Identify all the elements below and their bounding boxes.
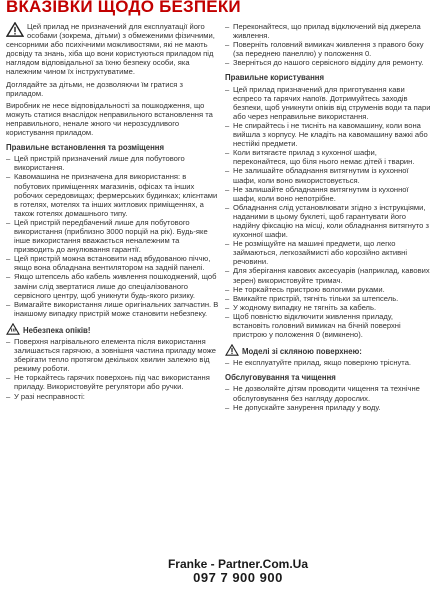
hot-item <box>6 373 220 391</box>
install-item-text: Цей пристрій передбачений лише для побутового використання (приблизно 3000 порцій на рік). Будь-яке інше використання вважається неналежним та призводить до анулювання гарантії. <box>14 217 208 255</box>
warning-icon <box>225 344 239 356</box>
page-title: ВКАЗІВКИ ЩОДО БЕЗПЕКИ <box>6 0 241 16</box>
install-heading: Правильне встановлення та розміщення <box>6 143 165 153</box>
install-item <box>6 218 220 254</box>
use-item-text: Не розміщуйте на машині предмети, що легко займаються, легкозаймисті або корозійно активні речовини. <box>233 239 408 267</box>
bullet-dash: – <box>225 302 230 312</box>
hot-item-text: У разі несправності: <box>14 391 85 401</box>
use-item <box>225 166 431 184</box>
left-column <box>6 22 220 401</box>
install-item <box>6 154 220 172</box>
use-item-text: Щоб повністю відключити живлення приладу, встановіть головний вимикач на бічній поверхні пристрою у положення 0 (вимкнено). <box>233 311 401 340</box>
bullet-dash: – <box>6 299 11 309</box>
use-item <box>225 148 431 166</box>
use-item <box>225 185 431 203</box>
bullet-dash: – <box>225 40 230 50</box>
service-list <box>225 384 431 411</box>
hot-item <box>6 337 220 373</box>
malfunction-list <box>225 22 431 67</box>
bullet-dash: – <box>225 311 230 321</box>
bullet-dash: – <box>225 22 230 31</box>
glass-list <box>225 358 431 367</box>
use-item-text: У жодному випадку не тягніть за кабель. <box>233 302 377 312</box>
service-item <box>225 403 431 412</box>
install-item <box>6 172 220 217</box>
service-item <box>225 384 431 402</box>
use-item-text: Не спирайтесь і не тисніть на кавомашину, коли вона вийшла з корпусу. Не кладіть на кавомашину важкі або нестійкі предмети. <box>233 120 428 149</box>
bullet-dash: – <box>225 266 230 276</box>
watermark-phone: 097 7 900 900 <box>193 570 283 585</box>
manufacturer-text: Виробник не несе відповідальності за пошкодження, що можуть статися внаслідок неправильного встановлення та неправильного, ненале жного чи нерозсудливого користування приладом. <box>6 100 213 138</box>
install-item-text: Кавомашина не призначена для використання: в побутових приміщеннях магазинів, офісах та інших робочих середовищах; фермерських будинках; клієнтами в готелях, мотелях та інших житлових приміщеннях, а також готелях домашнього типу. <box>14 172 218 218</box>
malfunction-item-text: Поверніть головний вимикач живлення з правого боку (за переднею панеллю) у положення 0. <box>233 40 424 59</box>
use-item-text: Для зберігання кавових аксесуарів (наприклад, кавових зерен) використовуйте тримач. <box>233 266 430 285</box>
use-item <box>225 239 431 266</box>
bullet-dash: – <box>225 358 230 368</box>
use-item-text: Вмикайте пристрій, тягніть тільки за штепсель. <box>233 293 399 303</box>
use-item <box>225 285 431 294</box>
glass-heading-row <box>225 344 431 356</box>
install-item <box>6 254 220 272</box>
use-item-text: Не залишайте обладнання витягнутим із кухонної шафи, коли воно непотрібне. <box>233 184 409 203</box>
use-item <box>225 85 431 121</box>
right-column <box>225 22 431 412</box>
bullet-dash: – <box>6 154 11 164</box>
hot-item-text: Поверхня нагрівального елемента після використання залишається гарячою, а зовнішня частина приладу може зберігати тепло протягом декількох хвилин залежно від режиму роботи. <box>14 337 217 374</box>
malfunction-item-text: Зверніться до нашого сервісного відділу для ремонту. <box>233 58 424 68</box>
hot-surface-warning-icon <box>6 323 20 335</box>
install-item <box>6 300 220 318</box>
bullet-dash: – <box>225 166 230 176</box>
glass-heading: Моделі зі скляною поверхнею: <box>242 347 362 357</box>
bullet-dash: – <box>225 284 230 294</box>
install-item-text: Цей пристрій призначений лише для побутового використання. <box>14 154 185 173</box>
intro-paragraph <box>6 22 220 77</box>
install-item-text: Якщо штепсель або кабель живлення пошкоджений, щоб заміни слід звертатися лише до спеціалізованого сервісного центру, щоб уникнути будь-якого ризику. <box>14 272 217 300</box>
install-item <box>6 272 220 299</box>
bullet-dash: – <box>225 239 230 249</box>
bullet-dash: – <box>225 384 230 394</box>
watermark-site: Franke - Partner.Com.Ua <box>167 557 309 571</box>
bullet-dash: – <box>225 402 230 412</box>
bullet-dash: – <box>225 148 230 158</box>
hot-list <box>6 337 220 401</box>
hot-item-text: Не торкайтесь гарячих поверхонь під час використання приладу. Використовуйте регулятори або ручки. <box>14 373 210 392</box>
bullet-dash: – <box>6 391 11 401</box>
bullet-dash: – <box>225 202 230 212</box>
service-item-text: Не допускайте занурення приладу у воду. <box>233 402 381 412</box>
hot-heading: Небезпека опіків! <box>23 325 91 335</box>
bullet-dash: – <box>225 293 230 303</box>
use-list <box>225 85 431 340</box>
bullet-dash: – <box>6 172 11 182</box>
install-list <box>6 154 220 318</box>
bullet-dash: – <box>6 217 11 227</box>
glass-item-text: Не експлуатуйте прилад, якщо поверхню тріснута. <box>233 358 412 368</box>
hot-item <box>6 392 220 401</box>
malfunction-item <box>225 22 431 40</box>
intro-text: Цей прилад не призначений для експлуатації його особами (зокрема, дітьми) з обмеженими фізичними, сенсорними або психічними можливостями, які не мають досвіду та знань, хіба що вони користуються приладом під наглядом відповідальної за їхню безпеку особи, яка належним чином їх інструктуватиме. <box>6 22 215 77</box>
service-heading: Обслуговування та чищення <box>225 373 336 383</box>
use-item <box>225 312 431 339</box>
use-item <box>225 121 431 148</box>
bullet-dash: – <box>6 272 11 282</box>
children-text: Доглядайте за дітьми, не дозволяючи їм гратися з приладом. <box>6 79 183 98</box>
malfunction-item <box>225 40 431 58</box>
use-heading: Правильне користування <box>225 73 325 83</box>
use-item <box>225 266 431 284</box>
malfunction-item-text: Переконайтеся, що прилад відключений від джерела живлення. <box>233 22 421 41</box>
malfunction-item <box>225 58 431 67</box>
use-item-text: Обладнання слід установлювати згідно з інструкціями, наданими в цьому буклеті, щоб гарантувати його надійну фіксацію на місці, коли обладнання витягнуто з кухонної шафи. <box>233 202 429 240</box>
warning-icon <box>6 22 24 37</box>
hot-heading-row <box>6 323 220 335</box>
bullet-dash: – <box>225 84 230 94</box>
bullet-dash: – <box>6 373 11 383</box>
bullet-dash: – <box>225 58 230 68</box>
use-item-text: Коли витягаєте прилад з кухонної шафи, переконайтеся, що біля нього немає дітей і тварин. <box>233 148 415 167</box>
use-item-text: Не залишайте обладнання витягнутим із кухонної шафи, коли воно використовується. <box>233 166 409 185</box>
bullet-dash: – <box>225 120 230 130</box>
bullet-dash: – <box>6 254 11 264</box>
use-item <box>225 303 431 312</box>
install-item-text: Вимагайте використання лише оригінальних запчастин. В інакшому випадку пристрій може становити небезпеку. <box>14 299 219 318</box>
bullet-dash: – <box>6 337 11 346</box>
watermark <box>133 558 343 584</box>
service-item-text: Не дозволяйте дітям проводити чищення та технічне обслуговування без нагляду дорослих. <box>233 384 420 403</box>
use-item-text: Цей прилад призначений для приготування кави еспресо та гарячих напоїв. Дотримуйтесь заходів безпеки, щоб уникнути опіків від струменів води та пари або через неправильне використання. <box>233 84 431 121</box>
glass-item <box>225 358 431 367</box>
use-item-text: Не торкайтесь пристрою вологими руками. <box>233 284 385 294</box>
use-item <box>225 294 431 303</box>
use-item <box>225 203 431 239</box>
install-item-text: Цей пристрій можна встановити над вбудованою піччю, якщо вона обладнана вентилятором на задній панелі. <box>14 254 211 273</box>
bullet-dash: – <box>225 184 230 194</box>
